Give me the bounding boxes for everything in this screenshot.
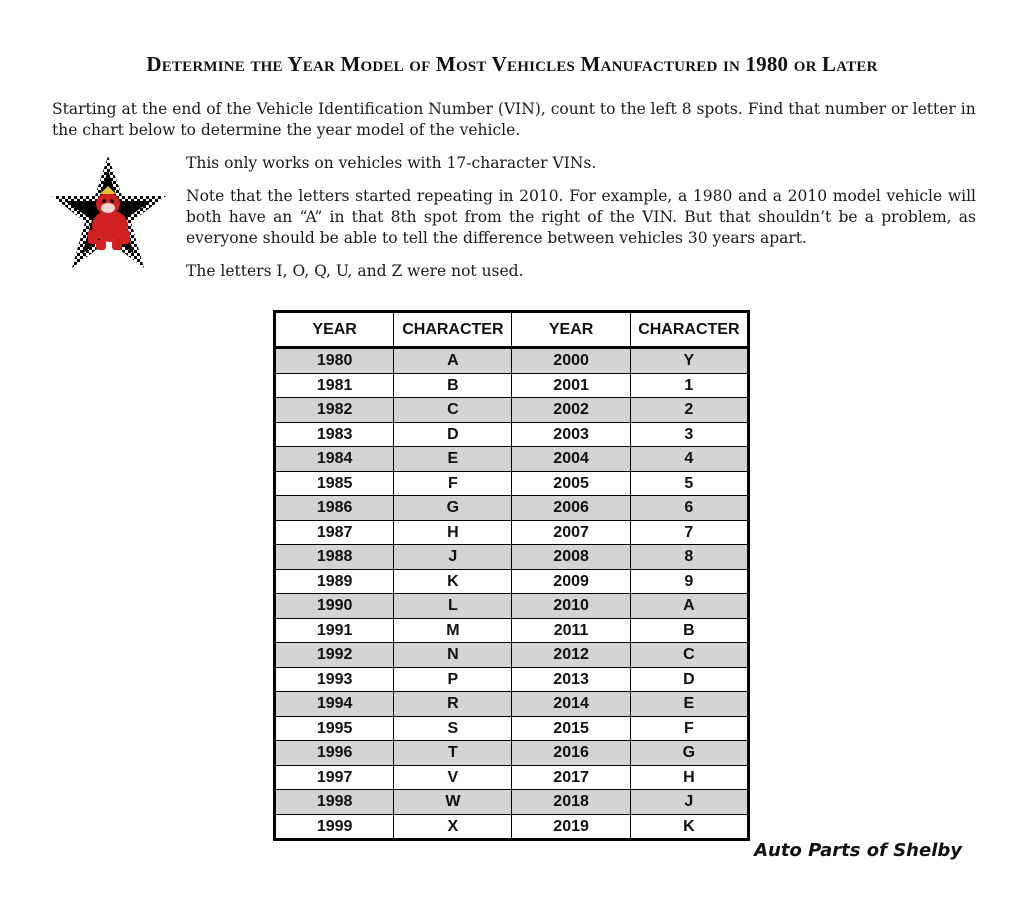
cell-year-2: 2017 <box>512 765 630 790</box>
table-row <box>275 594 749 619</box>
cell-year-1: 1985 <box>275 471 394 496</box>
cell-character-2: 1 <box>630 373 748 398</box>
cell-character-1: J <box>394 545 512 570</box>
header-year-2: YEAR <box>512 312 630 348</box>
cell-character-1: B <box>394 373 512 398</box>
cell-year-1: 1981 <box>275 373 394 398</box>
cell-year-1: 1990 <box>275 594 394 619</box>
cell-year-2: 2009 <box>512 569 630 594</box>
cell-year-2: 2006 <box>512 496 630 521</box>
cell-year-2: 2010 <box>512 594 630 619</box>
table-row <box>275 741 749 766</box>
cell-year-2: 2019 <box>512 814 630 840</box>
cell-year-2: 2008 <box>512 545 630 570</box>
cell-year-1: 1986 <box>275 496 394 521</box>
table-row <box>275 643 749 668</box>
table-row <box>275 667 749 692</box>
table-row <box>275 496 749 521</box>
cell-character-1: K <box>394 569 512 594</box>
vin-length-note: This only works on vehicles with 17-character VINs. <box>186 154 597 172</box>
cell-character-2: 7 <box>630 520 748 545</box>
cell-character-2: G <box>630 741 748 766</box>
cell-year-2: 2001 <box>512 373 630 398</box>
cell-year-2: 2002 <box>512 398 630 423</box>
checkered-star-bulldog-mascot-icon <box>50 154 170 272</box>
cell-year-1: 1984 <box>275 447 394 472</box>
table-row <box>275 373 749 398</box>
cell-year-2: 2018 <box>512 790 630 815</box>
cell-character-2: 9 <box>630 569 748 594</box>
cell-character-1: R <box>394 692 512 717</box>
table-row <box>275 447 749 472</box>
table-row <box>275 814 749 840</box>
cell-year-1: 1989 <box>275 569 394 594</box>
unused-letters-note: The letters I, O, Q, U, and Z were not used. <box>186 262 524 280</box>
table-row <box>275 471 749 496</box>
cell-year-2: 2007 <box>512 520 630 545</box>
table-row <box>275 520 749 545</box>
cell-year-1: 1999 <box>275 814 394 840</box>
vin-year-table <box>273 310 750 841</box>
table-row <box>275 790 749 815</box>
cell-character-1: D <box>394 422 512 447</box>
cell-character-1: W <box>394 790 512 815</box>
cell-character-2: 3 <box>630 422 748 447</box>
table-row <box>275 398 749 423</box>
cell-character-1: M <box>394 618 512 643</box>
table-body <box>275 348 749 840</box>
table-row <box>275 692 749 717</box>
cell-character-1: G <box>394 496 512 521</box>
cell-character-1: L <box>394 594 512 619</box>
table-header-row <box>275 312 749 348</box>
cell-character-2: E <box>630 692 748 717</box>
table-row <box>275 569 749 594</box>
table-row <box>275 618 749 643</box>
cell-character-1: E <box>394 447 512 472</box>
cell-character-2: H <box>630 765 748 790</box>
cell-year-1: 1997 <box>275 765 394 790</box>
cell-year-1: 1993 <box>275 667 394 692</box>
cell-character-2: F <box>630 716 748 741</box>
cell-year-1: 1983 <box>275 422 394 447</box>
cell-year-2: 2014 <box>512 692 630 717</box>
cell-character-1: P <box>394 667 512 692</box>
cell-year-2: 2012 <box>512 643 630 668</box>
cell-character-2: C <box>630 643 748 668</box>
cell-year-1: 1982 <box>275 398 394 423</box>
cell-character-2: J <box>630 790 748 815</box>
cell-year-1: 1996 <box>275 741 394 766</box>
cell-year-2: 2015 <box>512 716 630 741</box>
intro-paragraph: Starting at the end of the Vehicle Identification Number (VIN), count to the left 8 spots. Find that number or letter in the chart below to determine the year model of the vehicle. <box>52 100 976 139</box>
cell-character-2: 8 <box>630 545 748 570</box>
cell-character-2: 4 <box>630 447 748 472</box>
cell-year-2: 2011 <box>512 618 630 643</box>
cell-character-1: N <box>394 643 512 668</box>
table-row <box>275 348 749 374</box>
cell-character-2: 2 <box>630 398 748 423</box>
cell-year-1: 1987 <box>275 520 394 545</box>
table-row <box>275 422 749 447</box>
header-character-1: CHARACTER <box>394 312 512 348</box>
cell-year-2: 2003 <box>512 422 630 447</box>
cell-year-2: 2004 <box>512 447 630 472</box>
cell-character-2: A <box>630 594 748 619</box>
table-row <box>275 716 749 741</box>
cell-character-2: 6 <box>630 496 748 521</box>
cell-character-1: A <box>394 348 512 374</box>
cell-year-1: 1980 <box>275 348 394 374</box>
cell-character-2: D <box>630 667 748 692</box>
cell-year-1: 1988 <box>275 545 394 570</box>
cell-year-1: 1991 <box>275 618 394 643</box>
header-year-1: YEAR <box>275 312 394 348</box>
cell-year-1: 1992 <box>275 643 394 668</box>
cell-year-2: 2005 <box>512 471 630 496</box>
cell-character-1: X <box>394 814 512 840</box>
repeat-letters-note: Note that the letters started repeating in 2010. For example, a 1980 and a 2010 model vehicle will both have an “A” in that 8th spot from the right of the VIN. But that shouldn’t be a problem, as everyone should be able to tell the difference between vehicles 30 years apart. <box>186 187 976 247</box>
cell-character-1: V <box>394 765 512 790</box>
cell-year-2: 2013 <box>512 667 630 692</box>
cell-character-2: Y <box>630 348 748 374</box>
cell-year-1: 1994 <box>275 692 394 717</box>
cell-character-1: T <box>394 741 512 766</box>
cell-year-1: 1995 <box>275 716 394 741</box>
cell-year-2: 2016 <box>512 741 630 766</box>
cell-character-1: S <box>394 716 512 741</box>
page-title: Determine the Year Model of Most Vehicles Manufactured in 1980 or Later <box>146 52 878 76</box>
header-character-2: CHARACTER <box>630 312 748 348</box>
table-row <box>275 765 749 790</box>
cell-year-1: 1998 <box>275 790 394 815</box>
cell-character-1: H <box>394 520 512 545</box>
footer-brand: Auto Parts of Shelby <box>754 840 962 861</box>
cell-character-2: B <box>630 618 748 643</box>
cell-character-1: C <box>394 398 512 423</box>
cell-character-1: F <box>394 471 512 496</box>
cell-year-2: 2000 <box>512 348 630 374</box>
table-row <box>275 545 749 570</box>
cell-character-2: 5 <box>630 471 748 496</box>
cell-character-2: K <box>630 814 748 840</box>
